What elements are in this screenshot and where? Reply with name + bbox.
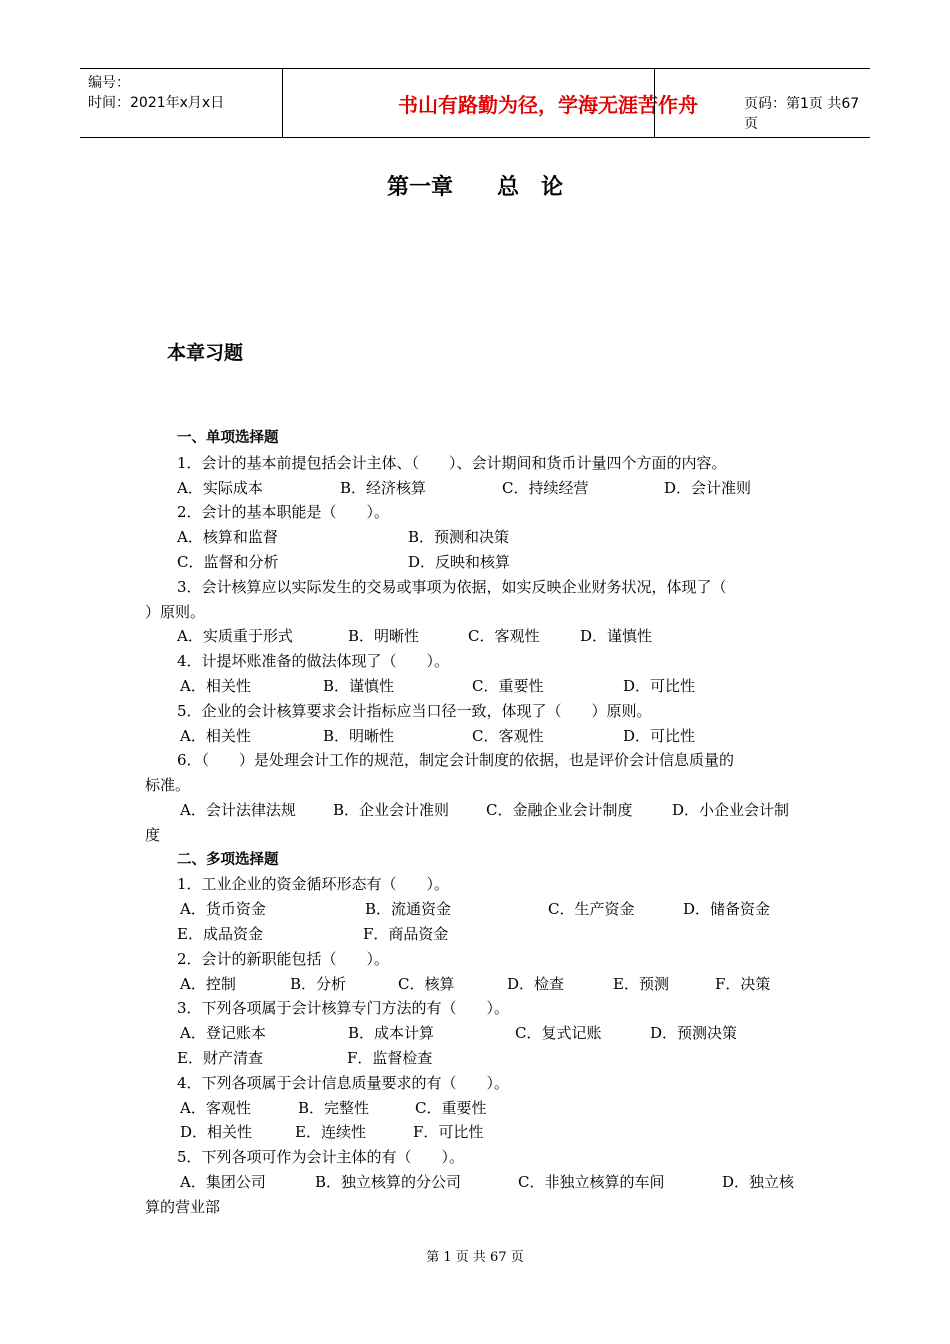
question-text: 3．会计核算应以实际发生的交易或事项为依据，如实反映企业财务状况，体现了（ (177, 577, 727, 596)
question-text: 4．计提坏账准备的做法体现了（ ）。 (177, 652, 450, 671)
option-row (145, 476, 810, 501)
header-time-label: 时间：2021年x月x日 (88, 95, 225, 111)
question-text: 1．工业企业的资金循环形态有（ ）。 (177, 875, 450, 894)
option: C．非独立核算的车间 (518, 1172, 665, 1191)
option: D．独立核 (722, 1172, 795, 1191)
option: A．相关性 (180, 726, 251, 745)
option-row (145, 1021, 810, 1046)
option: D．预测决策 (650, 1024, 738, 1043)
option: A．实际成本 (177, 478, 263, 497)
option: B．明晰性 (348, 627, 420, 646)
option: A．会计法律法规 (180, 800, 296, 819)
option-row (145, 1046, 810, 1071)
option-row (145, 922, 810, 947)
option: A．集团公司 (180, 1172, 266, 1191)
header-meta (88, 73, 224, 113)
option: E．成品资金 (177, 924, 263, 943)
option: B．完整性 (298, 1098, 370, 1117)
option: D．储备资金 (683, 900, 771, 919)
header-divider (654, 69, 655, 137)
question-text: 3．下列各项属于会计核算专门方法的有（ ）。 (177, 999, 510, 1018)
section-title: 本章习题 (167, 342, 244, 364)
option: D．谨慎性 (580, 627, 653, 646)
option-row (145, 674, 810, 699)
option: D．反映和核算 (408, 552, 511, 571)
option: C．重要性 (472, 676, 544, 695)
heading-multiple-choice: 二、多项选择题 (177, 851, 279, 868)
option: A．货币资金 (180, 900, 266, 919)
option: D．可比性 (623, 676, 696, 695)
option: C．客观性 (468, 627, 540, 646)
option: D．小企业会计制 (672, 800, 790, 819)
option: C．生产资金 (548, 900, 635, 919)
option-row (145, 550, 810, 575)
option-wrap: 算的营业部 (145, 1197, 221, 1216)
option: B．谨慎性 (323, 676, 395, 695)
option: B．成本计算 (348, 1024, 435, 1043)
header-motto: 书山有路勤为径，学海无涯苦作舟 (398, 92, 698, 117)
question-text: 5．企业的会计核算要求会计指标应当口径一致，体现了（ ）原则。 (177, 701, 652, 720)
option-wrap: 度 (145, 825, 161, 844)
option-row (145, 624, 810, 649)
option: A．核算和监督 (177, 528, 278, 547)
option-row (145, 798, 810, 823)
option: D．可比性 (623, 726, 696, 745)
option: E．预测 (613, 974, 669, 993)
option: D．检查 (507, 974, 565, 993)
option-row (145, 525, 810, 550)
option: F．决策 (715, 974, 771, 993)
option-row (145, 1120, 810, 1145)
option: B．流通资金 (365, 900, 452, 919)
option: B．明晰性 (323, 726, 395, 745)
question-text-wrap: 标准。 (145, 776, 191, 795)
option: A．相关性 (180, 676, 251, 695)
option: B．分析 (290, 974, 347, 993)
chapter-title: 第一章 总 论 (386, 175, 563, 200)
option: B．经济核算 (340, 478, 427, 497)
option-row (145, 1170, 810, 1195)
question-text: 6．（ ）是处理会计工作的规范，制定会计制度的依据，也是评价会计信息质量的 (177, 751, 735, 770)
option: F．监督检查 (347, 1048, 433, 1067)
option-row (145, 897, 810, 922)
option: C．核算 (398, 974, 455, 993)
page-footer: 第 1 页 共 67 页 (426, 1250, 524, 1265)
option: F．可比性 (413, 1123, 484, 1142)
question-text: 5．下列各项可作为会计主体的有（ ）。 (177, 1148, 465, 1167)
header-number-label: 编号： (88, 75, 130, 91)
header-page-info: 页码：第1页 共67页 (744, 96, 860, 132)
option: C．客观性 (472, 726, 544, 745)
heading-single-choice: 一、单项选择题 (177, 430, 279, 446)
page-header-table (80, 68, 870, 138)
option: D．相关性 (180, 1123, 253, 1142)
question-text: 2．会计的基本职能是（ ）。 (177, 503, 390, 522)
option: B．独立核算的分公司 (315, 1172, 462, 1191)
option: E．财产清查 (177, 1048, 263, 1067)
option-row (145, 724, 810, 749)
option-row (145, 1096, 810, 1121)
exercise-body (145, 426, 810, 1220)
option: A．客观性 (180, 1098, 251, 1117)
header-divider (282, 69, 283, 137)
option: F．商品资金 (363, 924, 449, 943)
option: A．登记账本 (180, 1024, 266, 1043)
option: C．复式记账 (515, 1024, 602, 1043)
question-text: 2．会计的新职能包括（ ）。 (177, 949, 390, 968)
option: D．会计准则 (664, 478, 752, 497)
question-text-wrap: ）原则。 (145, 602, 206, 621)
option: B．预测和决策 (408, 528, 510, 547)
option: C．持续经营 (502, 478, 589, 497)
option: B．企业会计准则 (333, 800, 450, 819)
option: A．实质重于形式 (177, 627, 293, 646)
option: E．连续性 (295, 1123, 366, 1142)
option: C．重要性 (415, 1098, 487, 1117)
option-row (145, 972, 810, 997)
option: A．控制 (180, 974, 236, 993)
option: C．金融企业会计制度 (486, 800, 633, 819)
option: C．监督和分析 (177, 552, 279, 571)
question-text: 4．下列各项属于会计信息质量要求的有（ ）。 (177, 1073, 510, 1092)
question-text: 1．会计的基本前提包括会计主体、（ ）、会计期间和货币计量四个方面的内容。 (177, 453, 727, 472)
